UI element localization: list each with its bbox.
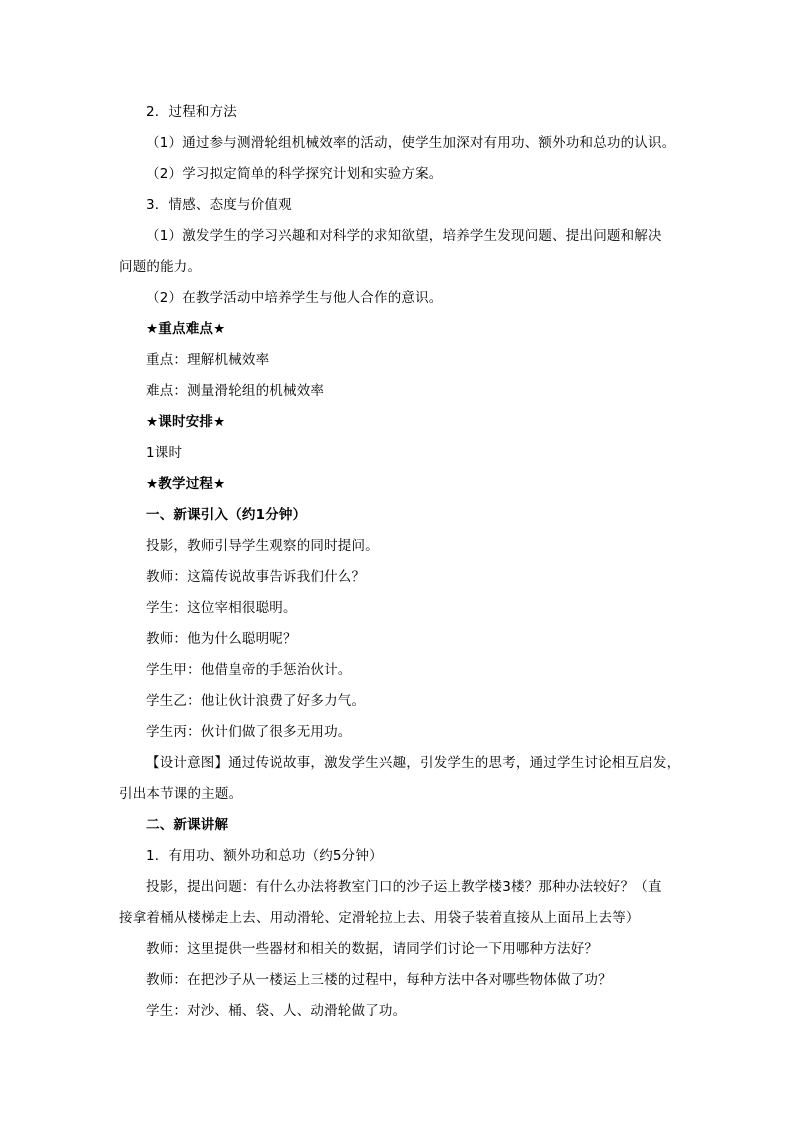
heading-key-points: ★重点难点★ [146,321,226,337]
difficult-point: 难点：测量滑轮组的机械效率 [146,383,325,399]
subheading-useful-work: 1．有用功、额外功和总功（约5分钟） [146,848,383,864]
paragraph-emotion-1-line2: 问题的能力。 [119,259,202,275]
heading-new-lesson-intro: 一、新课引入（约1分钟） [146,507,307,523]
dialogue-line: 教师：他为什么聪明呢？ [146,631,297,647]
dialogue-line: 教师：这篇传说故事告诉我们什么？ [146,569,366,585]
key-point: 重点：理解机械效率 [146,352,270,368]
paragraph-emotion-2: （2）在教学活动中培养学生与他人合作的意识。 [146,290,443,306]
heading-teaching-process: ★教学过程★ [146,476,226,492]
document-page [119,97,679,1027]
section-heading-process-methods: 2．过程和方法 [146,104,237,120]
dialogue-line: 学生乙：他让伙计浪费了好多力气。 [146,693,366,709]
projection-question-line2: 接拿着桶从楼梯走上去、用动滑轮、定滑轮拉上去、用袋子装着直接从上面吊上去等） [119,910,640,926]
dialogue-line: 教师：在把沙子从一楼运上三楼的过程中，每种方法中各对哪些物体做了功？ [146,972,612,988]
dialogue-line: 投影，教师引导学生观察的同时提问。 [146,538,379,554]
dialogue-line: 学生：这位宰相很聪明。 [146,600,297,616]
dialogue-line: 学生甲：他借皇帝的手惩治伙计。 [146,662,352,678]
design-intent-line1: 【设计意图】通过传说故事，激发学生兴趣，引发学生的思考，通过学生讨论相互启发， [146,755,681,771]
dialogue-line: 学生丙：伙计们做了很多无用功。 [146,724,352,740]
lesson-count: 1课时 [146,445,183,461]
section-heading-emotion-values: 3．情感、态度与价值观 [146,197,292,213]
dialogue-line: 教师：这里提供一些器材和相关的数据，请同学们讨论一下用哪种方法好？ [146,941,599,957]
dialogue-line: 学生：对沙、桶、袋、人、动滑轮做了功。 [146,1003,407,1019]
design-intent-line2: 引出本节课的主题。 [119,786,243,802]
paragraph-emotion-1-line1: （1）激发学生的学习兴趣和对科学的求知欲望，培养学生发现问题、提出问题和解决 [146,228,662,244]
paragraph-objective-1: （1）通过参与测滑轮组机械效率的活动，使学生加深对有用功、额外功和总功的认识。 [146,135,676,151]
heading-lesson-schedule: ★课时安排★ [146,414,226,430]
projection-question-line1: 投影，提出问题：有什么办法将教室门口的沙子运上教学楼3楼？那种办法较好？（直 [146,879,662,895]
paragraph-objective-2: （2）学习拟定简单的科学探究计划和实验方案。 [146,166,443,182]
heading-new-lesson-explanation: 二、新课讲解 [146,817,229,833]
